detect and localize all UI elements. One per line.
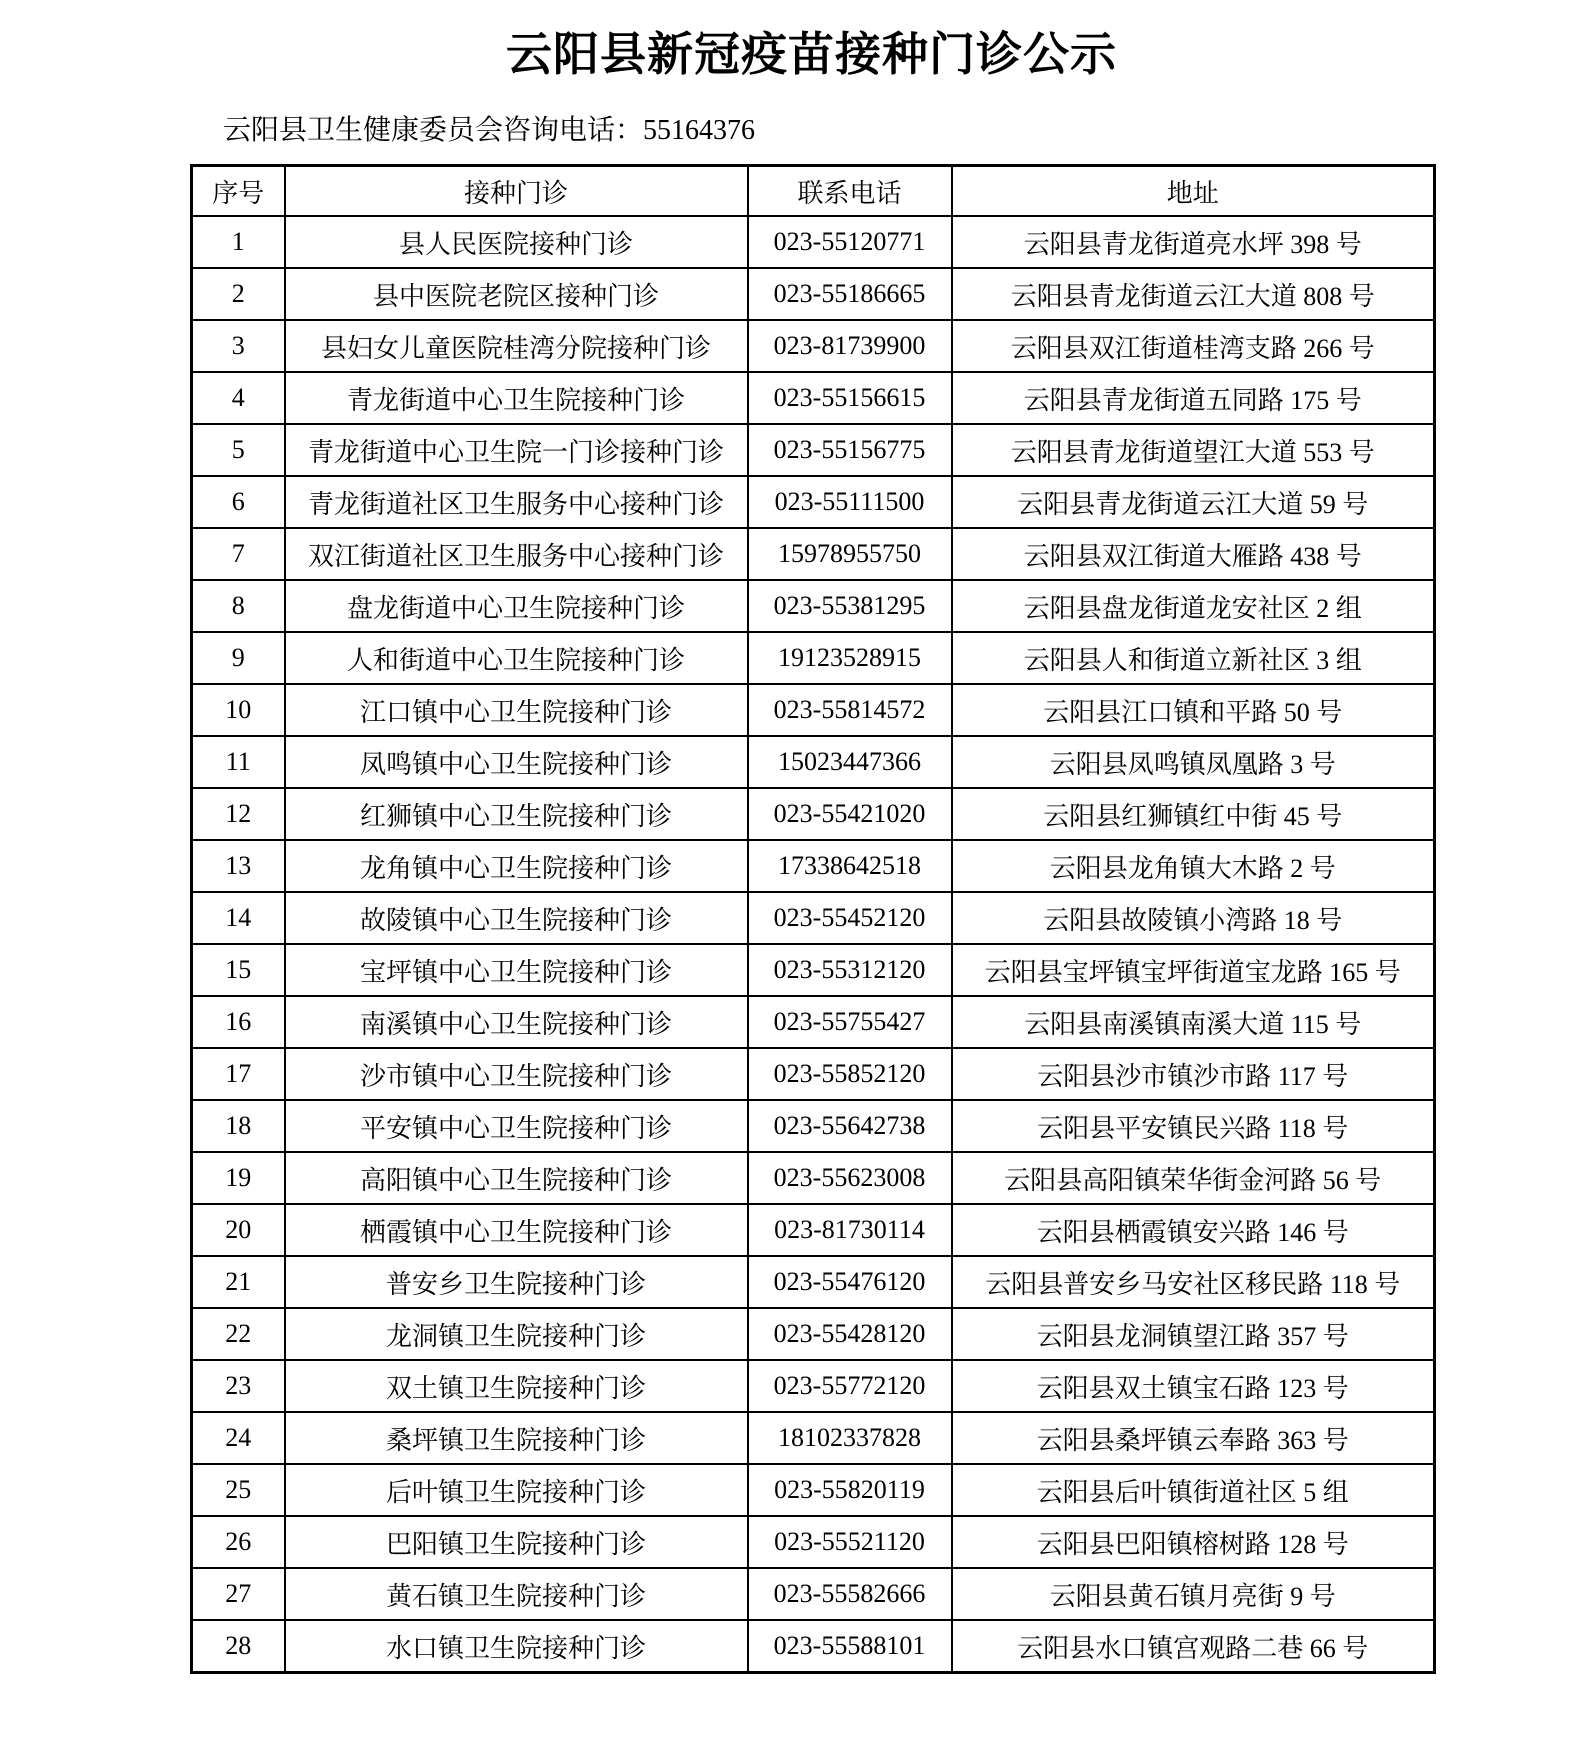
clinic-name-cell: 双土镇卫生院接种门诊 — [285, 1360, 748, 1412]
table-row — [192, 320, 1435, 372]
row-number-cell: 11 — [192, 736, 285, 788]
notice-document — [190, 0, 1433, 1674]
address-cell: 云阳县黄石镇月亮街 9 号 — [952, 1568, 1435, 1620]
phone-cell: 023-55814572 — [748, 684, 952, 736]
clinic-name-cell: 人和街道中心卫生院接种门诊 — [285, 632, 748, 684]
table-row — [192, 788, 1435, 840]
row-number-cell: 20 — [192, 1204, 285, 1256]
row-number-cell: 2 — [192, 268, 285, 320]
table-row — [192, 996, 1435, 1048]
phone-cell: 15978955750 — [748, 528, 952, 580]
clinic-name-cell: 后叶镇卫生院接种门诊 — [285, 1464, 748, 1516]
phone-cell: 023-81739900 — [748, 320, 952, 372]
phone-cell: 023-55588101 — [748, 1620, 952, 1673]
clinic-name-cell: 江口镇中心卫生院接种门诊 — [285, 684, 748, 736]
address-cell: 云阳县盘龙街道龙安社区 2 组 — [952, 580, 1435, 632]
phone-cell: 023-55156775 — [748, 424, 952, 476]
table-row — [192, 1412, 1435, 1464]
phone-cell: 023-55120771 — [748, 216, 952, 268]
table-row — [192, 736, 1435, 788]
clinic-name-cell: 高阳镇中心卫生院接种门诊 — [285, 1152, 748, 1204]
clinic-name-cell: 黄石镇卫生院接种门诊 — [285, 1568, 748, 1620]
address-cell: 云阳县南溪镇南溪大道 115 号 — [952, 996, 1435, 1048]
address-cell: 云阳县青龙街道五同路 175 号 — [952, 372, 1435, 424]
table-row — [192, 1360, 1435, 1412]
address-cell: 云阳县人和街道立新社区 3 组 — [952, 632, 1435, 684]
table-row — [192, 1308, 1435, 1360]
clinic-name-cell: 水口镇卫生院接种门诊 — [285, 1620, 748, 1673]
row-number-cell: 9 — [192, 632, 285, 684]
header-cell-address: 地址 — [952, 166, 1435, 217]
table-row — [192, 528, 1435, 580]
row-number-cell: 24 — [192, 1412, 285, 1464]
row-number-cell: 13 — [192, 840, 285, 892]
table-row — [192, 372, 1435, 424]
clinic-name-cell: 县妇女儿童医院桂湾分院接种门诊 — [285, 320, 748, 372]
address-cell: 云阳县后叶镇街道社区 5 组 — [952, 1464, 1435, 1516]
table-row — [192, 1256, 1435, 1308]
table-row — [192, 424, 1435, 476]
clinic-name-cell: 龙洞镇卫生院接种门诊 — [285, 1308, 748, 1360]
clinic-name-cell: 龙角镇中心卫生院接种门诊 — [285, 840, 748, 892]
address-cell: 云阳县普安乡马安社区移民路 118 号 — [952, 1256, 1435, 1308]
phone-cell: 023-55381295 — [748, 580, 952, 632]
table-row — [192, 1516, 1435, 1568]
clinic-name-cell: 沙市镇中心卫生院接种门诊 — [285, 1048, 748, 1100]
row-number-cell: 22 — [192, 1308, 285, 1360]
clinic-name-cell: 宝坪镇中心卫生院接种门诊 — [285, 944, 748, 996]
row-number-cell: 10 — [192, 684, 285, 736]
table-row — [192, 580, 1435, 632]
phone-cell: 023-55642738 — [748, 1100, 952, 1152]
address-cell: 云阳县桑坪镇云奉路 363 号 — [952, 1412, 1435, 1464]
phone-cell: 15023447366 — [748, 736, 952, 788]
clinic-name-cell: 盘龙街道中心卫生院接种门诊 — [285, 580, 748, 632]
row-number-cell: 15 — [192, 944, 285, 996]
table-row — [192, 892, 1435, 944]
address-cell: 云阳县双土镇宝石路 123 号 — [952, 1360, 1435, 1412]
clinic-table-body — [192, 216, 1435, 1673]
clinic-name-cell: 平安镇中心卫生院接种门诊 — [285, 1100, 748, 1152]
clinic-name-cell: 故陵镇中心卫生院接种门诊 — [285, 892, 748, 944]
address-cell: 云阳县故陵镇小湾路 18 号 — [952, 892, 1435, 944]
phone-cell: 023-55772120 — [748, 1360, 952, 1412]
row-number-cell: 25 — [192, 1464, 285, 1516]
clinic-name-cell: 青龙街道社区卫生服务中心接种门诊 — [285, 476, 748, 528]
address-cell: 云阳县龙洞镇望江路 357 号 — [952, 1308, 1435, 1360]
table-row — [192, 1100, 1435, 1152]
phone-cell: 023-55623008 — [748, 1152, 952, 1204]
row-number-cell: 21 — [192, 1256, 285, 1308]
row-number-cell: 6 — [192, 476, 285, 528]
table-row — [192, 1620, 1435, 1673]
row-number-cell: 3 — [192, 320, 285, 372]
address-cell: 云阳县龙角镇大木路 2 号 — [952, 840, 1435, 892]
row-number-cell: 18 — [192, 1100, 285, 1152]
clinic-name-cell: 巴阳镇卫生院接种门诊 — [285, 1516, 748, 1568]
phone-cell: 023-55428120 — [748, 1308, 952, 1360]
phone-cell: 023-55582666 — [748, 1568, 952, 1620]
address-cell: 云阳县双江街道大雁路 438 号 — [952, 528, 1435, 580]
address-cell: 云阳县高阳镇荣华街金河路 56 号 — [952, 1152, 1435, 1204]
header-row — [192, 166, 1435, 217]
clinic-name-cell: 南溪镇中心卫生院接种门诊 — [285, 996, 748, 1048]
table-row — [192, 1204, 1435, 1256]
table-row — [192, 684, 1435, 736]
address-cell: 云阳县宝坪镇宝坪街道宝龙路 165 号 — [952, 944, 1435, 996]
table-row — [192, 840, 1435, 892]
row-number-cell: 14 — [192, 892, 285, 944]
row-number-cell: 19 — [192, 1152, 285, 1204]
clinic-name-cell: 青龙街道中心卫生院接种门诊 — [285, 372, 748, 424]
table-row — [192, 944, 1435, 996]
address-cell: 云阳县凤鸣镇凤凰路 3 号 — [952, 736, 1435, 788]
address-cell: 云阳县青龙街道云江大道 808 号 — [952, 268, 1435, 320]
clinic-name-cell: 凤鸣镇中心卫生院接种门诊 — [285, 736, 748, 788]
address-cell: 云阳县青龙街道云江大道 59 号 — [952, 476, 1435, 528]
row-number-cell: 28 — [192, 1620, 285, 1673]
clinic-name-cell: 普安乡卫生院接种门诊 — [285, 1256, 748, 1308]
table-row — [192, 1568, 1435, 1620]
clinic-name-cell: 红狮镇中心卫生院接种门诊 — [285, 788, 748, 840]
clinic-name-cell: 青龙街道中心卫生院一门诊接种门诊 — [285, 424, 748, 476]
table-row — [192, 216, 1435, 268]
address-cell: 云阳县栖霞镇安兴路 146 号 — [952, 1204, 1435, 1256]
phone-cell: 023-55421020 — [748, 788, 952, 840]
phone-cell: 023-55186665 — [748, 268, 952, 320]
table-row — [192, 1048, 1435, 1100]
phone-cell: 19123528915 — [748, 632, 952, 684]
phone-cell: 023-55156615 — [748, 372, 952, 424]
address-cell: 云阳县平安镇民兴路 118 号 — [952, 1100, 1435, 1152]
address-cell: 云阳县红狮镇红中街 45 号 — [952, 788, 1435, 840]
row-number-cell: 23 — [192, 1360, 285, 1412]
row-number-cell: 12 — [192, 788, 285, 840]
row-number-cell: 26 — [192, 1516, 285, 1568]
phone-cell: 023-81730114 — [748, 1204, 952, 1256]
table-row — [192, 476, 1435, 528]
clinic-name-cell: 县中医院老院区接种门诊 — [285, 268, 748, 320]
row-number-cell: 27 — [192, 1568, 285, 1620]
phone-cell: 023-55820119 — [748, 1464, 952, 1516]
row-number-cell: 8 — [192, 580, 285, 632]
row-number-cell: 4 — [192, 372, 285, 424]
address-cell: 云阳县青龙街道望江大道 553 号 — [952, 424, 1435, 476]
table-row — [192, 1152, 1435, 1204]
clinic-name-cell: 双江街道社区卫生服务中心接种门诊 — [285, 528, 748, 580]
address-cell: 云阳县沙市镇沙市路 117 号 — [952, 1048, 1435, 1100]
hotline-subtitle: 云阳县卫生健康委员会咨询电话：55164376 — [223, 114, 756, 146]
header-cell-phone: 联系电话 — [748, 166, 952, 217]
clinic-name-cell: 桑坪镇卫生院接种门诊 — [285, 1412, 748, 1464]
phone-cell: 023-55755427 — [748, 996, 952, 1048]
phone-cell: 023-55312120 — [748, 944, 952, 996]
row-number-cell: 5 — [192, 424, 285, 476]
phone-cell: 023-55476120 — [748, 1256, 952, 1308]
address-cell: 云阳县江口镇和平路 50 号 — [952, 684, 1435, 736]
row-number-cell: 17 — [192, 1048, 285, 1100]
table-row — [192, 632, 1435, 684]
clinic-table-header — [192, 166, 1435, 217]
row-number-cell: 7 — [192, 528, 285, 580]
phone-cell: 023-55521120 — [748, 1516, 952, 1568]
header-cell-number: 序号 — [192, 166, 285, 217]
clinic-name-cell: 栖霞镇中心卫生院接种门诊 — [285, 1204, 748, 1256]
phone-cell: 18102337828 — [748, 1412, 952, 1464]
phone-cell: 023-55452120 — [748, 892, 952, 944]
clinic-table — [190, 164, 1436, 1674]
row-number-cell: 1 — [192, 216, 285, 268]
row-number-cell: 16 — [192, 996, 285, 1048]
phone-cell: 023-55111500 — [748, 476, 952, 528]
table-row — [192, 268, 1435, 320]
address-cell: 云阳县水口镇宫观路二巷 66 号 — [952, 1620, 1435, 1673]
header-cell-clinic: 接种门诊 — [285, 166, 748, 217]
address-cell: 云阳县双江街道桂湾支路 266 号 — [952, 320, 1435, 372]
table-row — [192, 1464, 1435, 1516]
phone-cell: 023-55852120 — [748, 1048, 952, 1100]
clinic-name-cell: 县人民医院接种门诊 — [285, 216, 748, 268]
phone-cell: 17338642518 — [748, 840, 952, 892]
page-title: 云阳县新冠疫苗接种门诊公示 — [506, 28, 1117, 80]
address-cell: 云阳县巴阳镇榕树路 128 号 — [952, 1516, 1435, 1568]
address-cell: 云阳县青龙街道亮水坪 398 号 — [952, 216, 1435, 268]
